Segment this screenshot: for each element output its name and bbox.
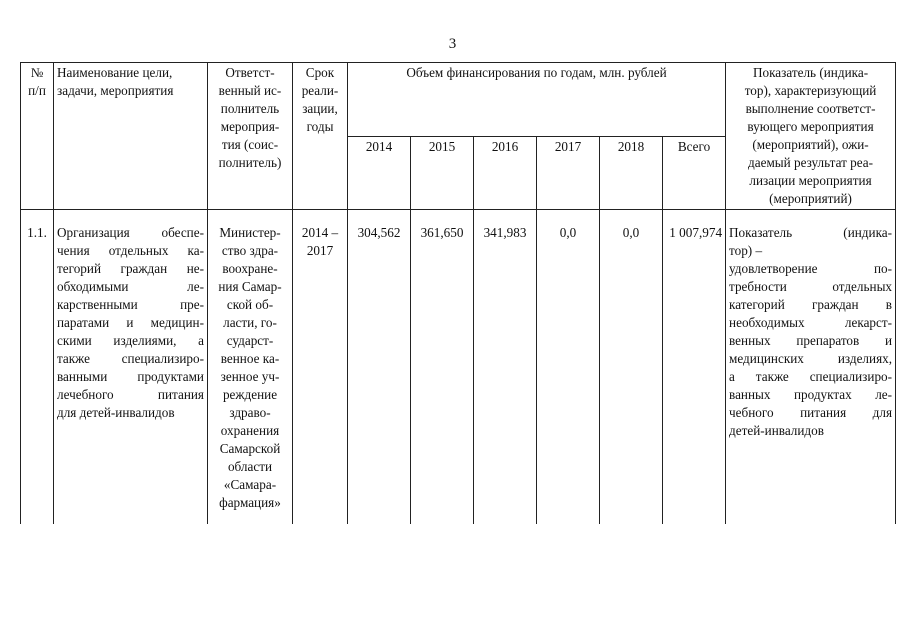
header-indicator: Показатель (индика- тор), характеризующий выполнение соответст- вующего мероприятия (мероприятий), ожи- даемый результат реа- лизации мероприятия (мероприятий) (726, 63, 896, 210)
row-name-line: чения отдельных ка- (57, 243, 204, 258)
row-name-line: также специализиро- (57, 351, 204, 366)
row-number: 1.1. (21, 210, 54, 525)
page-number: 3 (448, 36, 457, 52)
row-executor: Министер- ство здра- воохране- ния Самар- ской об- ласти, го- сударст- венное ка- зенное уч- реждение здраво- охранения Самарской области «Самара- фармация» (208, 210, 293, 525)
row-name-line: карственными пре- (57, 297, 204, 312)
header-funding: Объем финансирования по годам, млн. рублей (348, 63, 726, 137)
row-indicator (726, 210, 896, 525)
row-indicator-line: венных препаратов и (729, 333, 893, 348)
header-year-2018: 2018 (600, 136, 663, 210)
row-term: 2014 – 2017 (293, 210, 348, 525)
header-year-2017: 2017 (537, 136, 600, 210)
row-value-2017: 0,0 (537, 210, 600, 525)
row-name-line: обходимыми ле- (57, 279, 204, 294)
row-indicator-line: медицинских изделиях, (729, 351, 893, 366)
row-value-2014: 304,562 (348, 210, 411, 525)
header-name: Наименование цели, задачи, мероприятия (54, 63, 208, 210)
row-value-2015: 361,650 (411, 210, 474, 525)
header-year-2015: 2015 (411, 136, 474, 210)
row-value-total: 1 007,974 (663, 210, 726, 525)
row-name-line: паратами и медицин- (57, 315, 204, 330)
table-row (21, 210, 896, 525)
row-name-line: ванными продуктами (57, 369, 204, 384)
header-year-2016: 2016 (474, 136, 537, 210)
row-indicator-line: необходимых лекарст- (729, 315, 893, 330)
row-name-line: скими изделиями, а (57, 333, 204, 348)
row-indicator-line: удовлетворение по- (729, 261, 893, 276)
row-value-2018: 0,0 (600, 210, 663, 525)
row-indicator-line: детей-инвалидов (729, 423, 824, 438)
row-name-line: для детей-инвалидов (57, 405, 175, 420)
row-name-line: лечебного питания (57, 387, 204, 402)
header-year-2014: 2014 (348, 136, 411, 210)
row-indicator-line: категорий граждан в (729, 297, 893, 312)
row-name-line: Организация обеспе- (57, 225, 204, 240)
row-indicator-line: Показатель (индика- (729, 225, 893, 240)
header-term: Срок реали- зации, годы (293, 63, 348, 210)
header-executor: Ответст- венный ис- полнитель мероприя- тия (соис- полнитель) (208, 63, 293, 210)
row-name (54, 210, 208, 525)
row-indicator-line: ванных продуктах ле- (729, 387, 893, 402)
row-indicator-line: требности отдельных (729, 279, 893, 294)
row-name-line: тегорий граждан не- (57, 261, 204, 276)
row-indicator-line: а также специализиро- (729, 369, 893, 384)
header-number: № п/п (21, 63, 54, 210)
financing-table (20, 62, 896, 524)
row-value-2016: 341,983 (474, 210, 537, 525)
row-indicator-line: тор) – (729, 243, 763, 258)
row-indicator-line: чебного питания для (729, 405, 893, 420)
header-total: Всего (663, 136, 726, 210)
